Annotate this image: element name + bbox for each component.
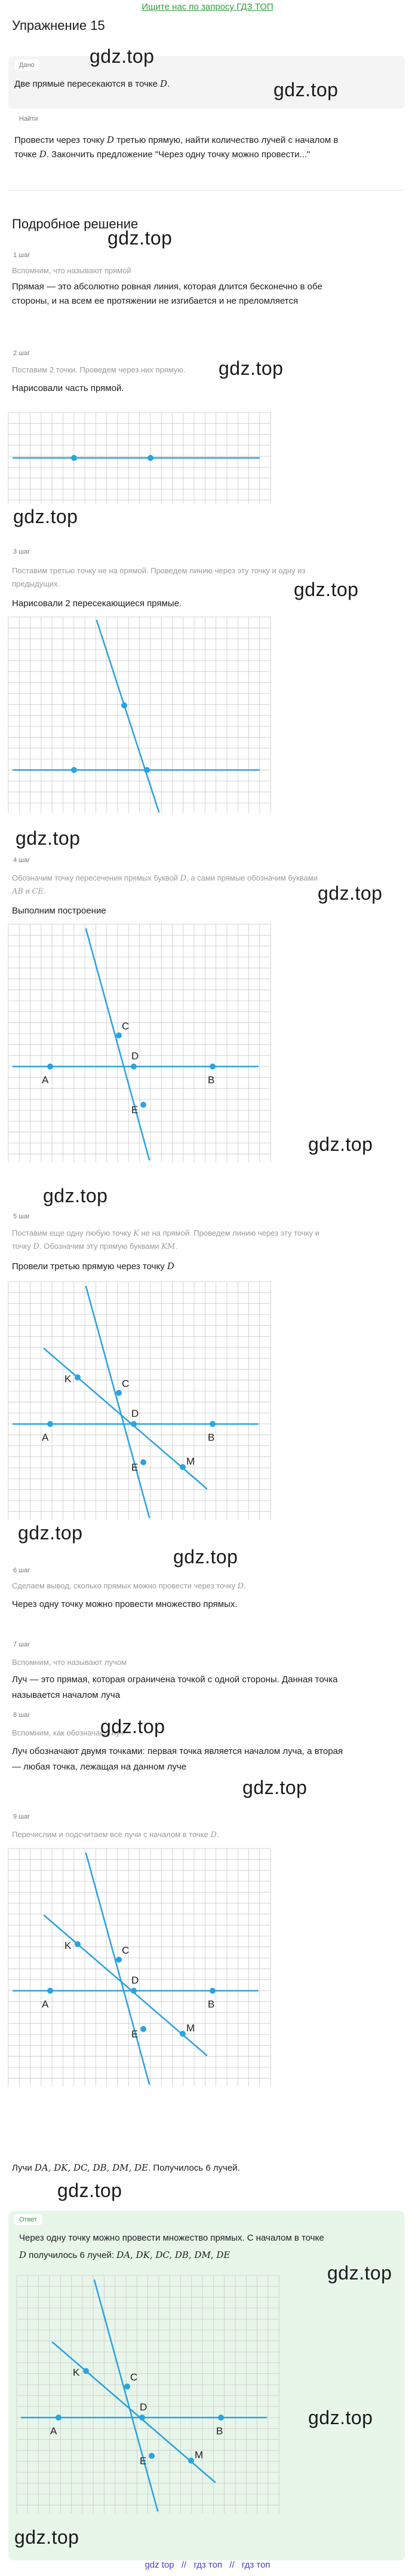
point-label-K: K bbox=[64, 1940, 72, 1951]
point-d bbox=[131, 1421, 137, 1427]
point-k bbox=[83, 2368, 89, 2374]
step-8-text-line2: — любая точка, лежащая на данном луче bbox=[12, 1762, 187, 1772]
point-label-A: A bbox=[50, 2425, 57, 2437]
step-9-badge: 9 шаг bbox=[8, 1811, 35, 1822]
watermark: gdz.top bbox=[14, 2526, 79, 2548]
point-label-M: M bbox=[186, 1456, 195, 1467]
answer-badge: Ответ bbox=[14, 2214, 42, 2225]
point-label-M: M bbox=[186, 2022, 195, 2034]
point-d bbox=[139, 2415, 145, 2421]
watermark: gdz.top bbox=[107, 227, 173, 249]
point-b bbox=[210, 1988, 216, 1994]
point-label-A: A bbox=[42, 1074, 49, 1086]
step-3-badge: 3 шаг bbox=[8, 546, 35, 557]
point bbox=[147, 455, 153, 461]
point-label-C: C bbox=[130, 2372, 138, 2383]
divider bbox=[8, 190, 405, 191]
step-6-text: Через одну точку можно провести множество прямых. bbox=[12, 1599, 238, 1609]
point-label-M: M bbox=[195, 2449, 204, 2461]
step-9-rays-text: Лучи DA, DK, DC, DB, DM, DE. Получилось 6 лучей. bbox=[12, 2162, 240, 2173]
step-1-text-line1: Прямая — это абсолютно ровная линия, которая длится бесконечно в обе bbox=[12, 282, 322, 292]
point-label-B: B bbox=[208, 1432, 215, 1443]
step-9-hint: Перечислим и подсчитаем все лучи с началом в точке D. bbox=[12, 1830, 219, 1839]
watermark: gdz.top bbox=[327, 2262, 392, 2284]
point-d bbox=[131, 1064, 137, 1069]
point-d bbox=[131, 1988, 137, 1994]
point-label-C: C bbox=[122, 1378, 130, 1389]
point-label-K: K bbox=[64, 1373, 72, 1385]
figure-step-3 bbox=[8, 617, 271, 813]
step-1-badge: 1 шаг bbox=[8, 250, 35, 261]
point-label-A: A bbox=[42, 1432, 49, 1443]
step-6-hint: Сделаем вывод, сколько прямых можно провести через точку D. bbox=[12, 1581, 246, 1591]
point-b bbox=[218, 2415, 224, 2421]
point-b bbox=[210, 1421, 216, 1427]
point-e bbox=[149, 2453, 155, 2459]
point-label-E: E bbox=[131, 1462, 139, 1473]
given-badge: Дано bbox=[14, 60, 39, 71]
watermark: gdz.top bbox=[173, 1546, 238, 1567]
line-ce bbox=[97, 621, 159, 812]
given-text: Две прямые пересекаются в точке D. bbox=[14, 78, 170, 89]
watermark: gdz.top bbox=[100, 1716, 165, 1737]
point bbox=[71, 767, 77, 773]
step-7-hint: Вспомним, что называют лучом bbox=[12, 1658, 127, 1667]
footer-links bbox=[0, 2560, 415, 2570]
watermark: gdz.top bbox=[90, 45, 155, 67]
point bbox=[71, 455, 77, 461]
step-7-badge: 7 шаг bbox=[8, 1639, 35, 1650]
point-label-D: D bbox=[131, 1975, 139, 1986]
point-label-E: E bbox=[131, 2028, 139, 2040]
watermark: gdz.top bbox=[16, 827, 81, 849]
point-label-E: E bbox=[140, 2455, 147, 2467]
step-5-hint-line1: Поставим еще одну любую точку K не на прямой. Проведем линию через эту точку и bbox=[12, 1229, 319, 1238]
point-m bbox=[188, 2458, 194, 2464]
point bbox=[144, 767, 150, 773]
point-label-E: E bbox=[131, 1104, 139, 1116]
footer-separator: // bbox=[229, 2560, 235, 2570]
watermark: gdz.top bbox=[219, 357, 284, 379]
step-5-badge: 5 шаг bbox=[8, 1211, 35, 1222]
point-label-C: C bbox=[122, 1945, 130, 1956]
watermark: gdz.top bbox=[18, 1522, 83, 1544]
point-c bbox=[116, 1390, 122, 1396]
point-k bbox=[75, 1374, 81, 1380]
watermark: gdz.top bbox=[43, 1185, 108, 1206]
point-c bbox=[116, 1032, 122, 1038]
point-a bbox=[47, 1421, 53, 1427]
point-e bbox=[140, 1459, 146, 1465]
point-m bbox=[180, 2031, 186, 2037]
figure-step-9 bbox=[8, 1848, 271, 2086]
point-label-C: C bbox=[122, 1020, 130, 1032]
step-4-hint-line1: Обозначим точку пересечения прямых буквой D, а сами прямые обозначим буквами bbox=[12, 873, 318, 883]
find-badge: Найти bbox=[14, 114, 42, 124]
step-8-text-line1: Луч обозначают двумя точками: первая точка является началом луча, а вторая bbox=[12, 1746, 343, 1756]
watermark: gdz.top bbox=[57, 2180, 122, 2201]
figure-step-2 bbox=[8, 412, 271, 503]
point-label-D: D bbox=[140, 2401, 147, 2413]
step-3-hint-line2: предыдущих. bbox=[12, 579, 60, 588]
point-m bbox=[180, 1464, 186, 1470]
step-6-badge: 6 шаг bbox=[8, 1565, 35, 1576]
step-4-hint-line2: AB и CE. bbox=[12, 887, 46, 896]
footer-link[interactable]: гдз топ bbox=[241, 2560, 270, 2570]
step-8-hint: Вспомним, как обозначают луч bbox=[12, 1728, 124, 1737]
point-e bbox=[140, 2026, 146, 2032]
figure-step-4 bbox=[8, 924, 271, 1162]
point-c bbox=[124, 2384, 130, 2389]
step-1-text-line2: стороны, и на всем ее протяжении не изгибается и не преломляется bbox=[12, 296, 299, 306]
footer-link[interactable]: gdz top bbox=[145, 2560, 174, 2570]
answer-text-line1: Через одну точку можно провести множество прямых. С началом в точке bbox=[19, 2233, 324, 2243]
point bbox=[121, 702, 127, 708]
point-a bbox=[47, 1988, 53, 1994]
step-8-badge: 8 шаг bbox=[8, 1710, 35, 1721]
watermark: gdz.top bbox=[308, 1133, 373, 1155]
point-k bbox=[75, 1941, 81, 1947]
point-a bbox=[56, 2415, 62, 2421]
step-3-text: Нарисовали 2 пересекающиеся прямые. bbox=[12, 598, 182, 609]
point-a bbox=[47, 1064, 53, 1069]
point-c bbox=[116, 1957, 122, 1963]
step-3-hint-line1: Поставим третью точку не на прямой. Проведем линию через эту точку и одну из bbox=[12, 566, 306, 575]
step-5-hint-line2: точку D. Обозначим эту прямую буквами KM. bbox=[12, 1242, 177, 1251]
point-label-D: D bbox=[131, 1408, 139, 1419]
step-2-text: Нарисовали часть прямой. bbox=[12, 383, 124, 393]
step-4-text: Выполним построение bbox=[12, 906, 106, 916]
step-1-hint: Вспомним, что называют прямой bbox=[12, 266, 131, 275]
footer-separator: // bbox=[181, 2560, 187, 2570]
point-label-B: B bbox=[208, 1999, 215, 2010]
find-text-line2: точке D. Закончить предложение "Через одну точку можно провести..." bbox=[14, 149, 311, 160]
point-label-B: B bbox=[208, 1074, 215, 1086]
watermark: gdz.top bbox=[242, 1777, 308, 1798]
footer-link[interactable]: гдз топ bbox=[193, 2560, 223, 2570]
point-label-K: K bbox=[73, 2367, 80, 2378]
point-label-D: D bbox=[131, 1050, 139, 1062]
point-label-B: B bbox=[216, 2425, 223, 2437]
step-5-text: Провели третью прямую через точку D bbox=[12, 1261, 174, 1272]
step-7-text-line2: называется началом луча bbox=[12, 1690, 121, 1700]
watermark: gdz.top bbox=[13, 506, 78, 527]
watermark: gdz.top bbox=[308, 2407, 373, 2428]
find-text-line1: Провести через точку D третью прямую, найти количество лучей с началом в bbox=[14, 135, 339, 145]
point-label-A: A bbox=[42, 1999, 49, 2010]
answer-text-line2: D получилось 6 лучей: DA, DK, DC, DB, DM, DE bbox=[19, 2250, 230, 2260]
step-4-badge: 4 шаг bbox=[8, 855, 35, 866]
page-title: Упражнение 15 bbox=[12, 18, 105, 33]
point-e bbox=[140, 1102, 146, 1108]
top-search-link[interactable]: Ищите нас по запросу ГДЗ ТОП bbox=[142, 2, 273, 12]
step-2-badge: 2 шаг bbox=[8, 348, 35, 359]
step-7-text-line1: Луч — это прямая, которая ограничена точкой с одной стороны. Данная точка bbox=[12, 1674, 338, 1685]
figure-answer bbox=[17, 2275, 279, 2513]
solution-title: Подробное решение bbox=[12, 216, 139, 231]
watermark: gdz.top bbox=[273, 79, 339, 100]
step-2-hint: Поставим 2 точки. Проведем через них прямую. bbox=[12, 365, 186, 374]
watermark: gdz.top bbox=[318, 882, 383, 904]
watermark: gdz.top bbox=[294, 579, 359, 600]
point-b bbox=[210, 1064, 216, 1069]
figure-step-5 bbox=[8, 1282, 271, 1520]
